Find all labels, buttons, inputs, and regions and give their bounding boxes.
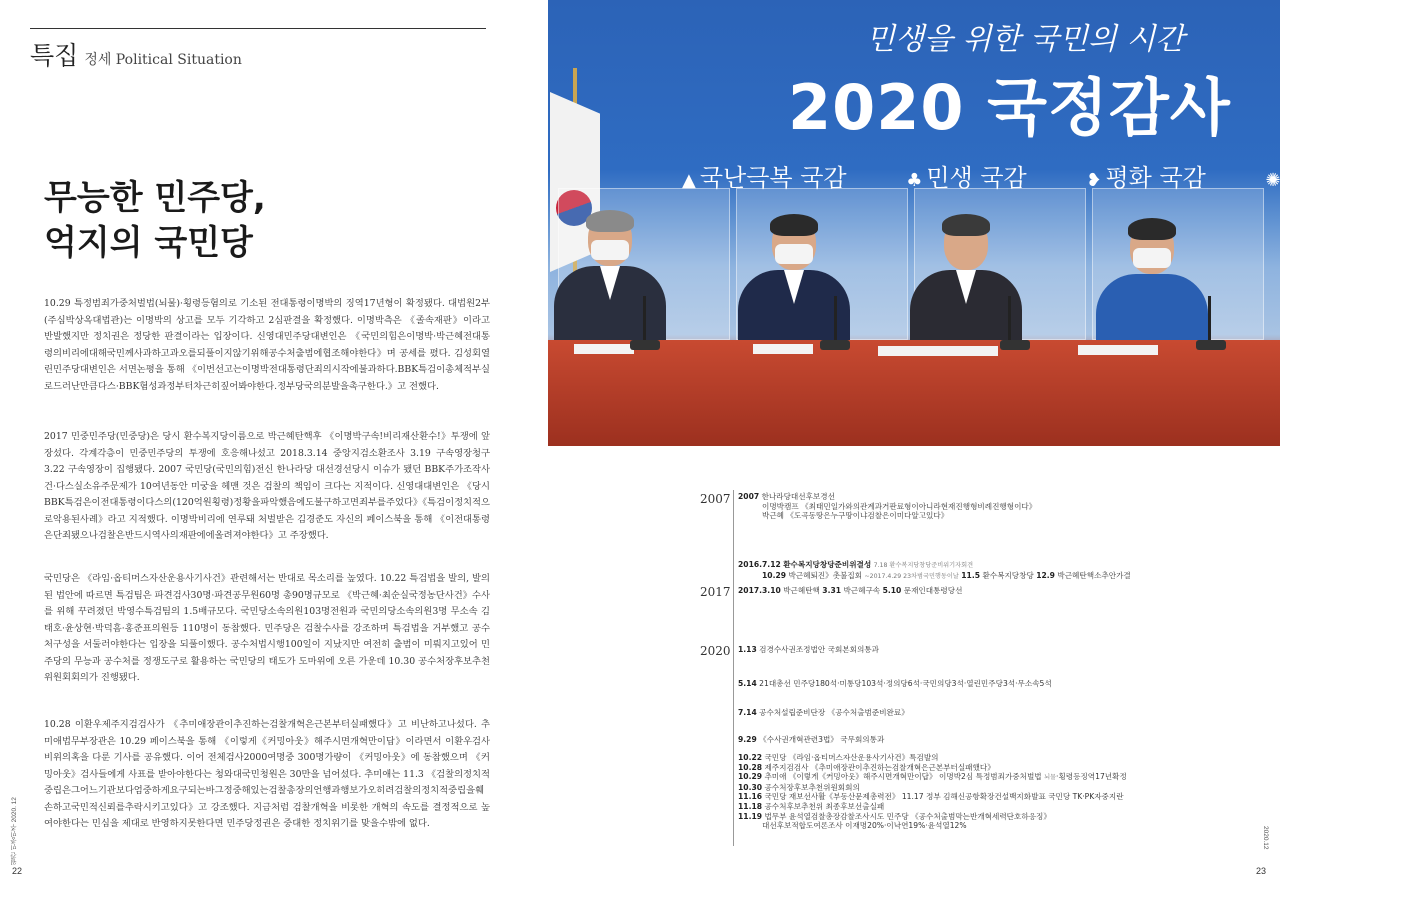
timeline-group-late-2020 [738,753,1127,831]
timeline-item: 11.19 법무부 윤석열검찰총장감찰조사시도 민주당 《공수처출범막는반개혁세력단호하응징》 [738,811,1051,821]
slogan-1: 국난극복 국감 [699,164,847,192]
section-header [30,36,242,72]
timeline-item: 이명박캠프 《최태민일가와의관계과거판료형이아니라현재진행형비례진행형이다》 [762,501,1037,511]
desk-paper [574,344,634,354]
timeline-item: 10.28 제주지검검사 《추미애장관이추진하는검찰개혁은근본부터실패했다》 [738,762,995,772]
timeline-item: 11.16 국민당 재보선사활《부동산문제총력전》 11.17 정부 김해신공항확장건설백지화발표 국민당 TK·PK자중지란 [738,792,1124,802]
article-title [44,176,266,266]
person-1 [554,214,666,344]
timeline-group-2017 [738,586,962,596]
timeline-line [733,490,734,846]
chart-icon: ▲ [682,170,696,191]
timeline-item: 10.29 추미애 《이렇게《커밍아웃》해주시면개혁만이답》 이명박2심 특정범죄가중처벌법 뇌물·횡령등징역17년확정 [738,772,1127,782]
microphone-base [1196,340,1226,350]
paragraph-4: 10.28 이환우제주지검검사가 《추미애장관이추진하는검찰개혁은근본부터실패했다》고 비난하고나섰다. 추미애법무부장관은 10.29 페이스북을 통해 《이렇게《커밍아웃》해주시면개혁만이답》이라면서 이환우검사비위의혹을 다룬 기사를 공유했다. 이어 전체검사2000여명중 300명가량이 《커밍아웃》에 동참했으며 《커밍아웃》검사들에게 사표를 받아야한다는 청와대국민청원은 30만을 넘어섰다. 추미애는 11.3 《검찰의정치적중립은그어느기관보다엄중하게요구되는바그정중해있는검찰총장의언행과행보가오히려검찰의정치적중립을훼손하고국민적신뢰를추락시키고있다》고 강조했다. 지금처럼 검찰개혁을 비롯한 개혁의 속도를 결정적으로 높여야한다는 민심을 제대로 반영하지못한다면 민주당정권은 중대한 정치위기를 맞을수밖에 없다. [44,719,490,829]
microphone-base [820,340,850,350]
desk-paper [753,344,813,354]
slogan-3: 평화 국감 [1105,164,1206,192]
timeline-item: 박근혜 《도곡동땅은누구땅이냐검찰은이미다알고있다》 [762,511,949,521]
timeline-item: 대선후보적합도여론조사 이재명20%·이낙연19%·윤석열12% [762,821,967,831]
left-page-number: 22 [12,866,23,876]
person-3 [910,218,1022,348]
banner-main-text: 2020 국정감사 [788,71,1231,144]
paragraph-1: 10.29 특정범죄가중처벌법(뇌물)·횡령등혐의로 기소된 전대통령이명박의 징역17년형이 확정됐다. 대법원2부(주심박상옥대법관)는 이명박의 상고를 모두 기각하고 2심판결을 확정했다. 이명박측은 《졸속재판》이라고 반발했지만 정치권은 정당한 판결이라는 입장이다. 신영대민주당대변인은 《국민의힘은이명박·박근혜전대통령의비리에대해국민께사과하고과오를되풀이지않기위해공수처출범에협조해야한다》며 공세를 폈다. 김성회열린민주당대변인은 서면논평을 통해 《이번선고는이명박전대통령단죄의시작에불과하다.BBK특검이총체적부실로드러난만큼다스·BBK혐성과정부터차근히짚어봐야한다.정부당국의분발을촉구한다.》고 전했다. [44,298,490,392]
sun-icon: ✺ [1265,170,1281,191]
slogan-4: 미래전 [1284,164,1355,192]
timeline-item: 7.14 공수처설립준비단장 《공수처출범준비완료》 [738,708,909,717]
timeline-item: 10.22 국민당 《라임·옵티머스자산운용사기사건》특검발의 [738,753,939,762]
desk-paper [878,346,998,356]
timeline-item: 2016.7.12 환수복지당창당준비위결성 7.18 환수복지당창당준비위기자회견 [738,560,974,569]
timeline-item: 2017.3.10 박근혜탄핵 3.31 박근혜구속 5.10 문재인대통령당선 [738,586,963,595]
press-photo [548,0,1355,446]
year-2020: 2020 [700,644,731,658]
timeline-item: 10.29 박근혜퇴진》촛불집회 ~2017.4.29 23차범국민행동이날 11.5 환수복지당창당 12.9 박근혜탄핵소추안가결 [762,570,1131,580]
dove-icon: ❥ [1086,170,1102,191]
timeline-item: 2007 한나라당대선후보경선 [738,492,835,501]
timeline-group-2007 [738,492,1036,521]
year-2007: 2007 [700,492,731,506]
right-page-number: 23 [1256,866,1267,876]
timeline-item: 11.18 공수처후보추천위 최종후보선출실패 [738,801,885,811]
timeline-item: 5.14 21대총선 민주당180석·미통당103석·정의당6석·국민의당3석·열린민주당3석·무소속5석 [738,679,1052,688]
title-line-2: 억지의 국민당 [44,223,253,263]
paragraph-2: 2017 민중민주당(민중당)은 당시 환수복지당이름으로 박근혜탄핵후 《이명박구속!비리재산환수!》투쟁에 앞장섰다. 각계각층이 민중민주당의 투쟁에 호응해나섰고 2018.3.14 중앙지검소환조사 3.19 구속영장청구 3.22 구속영장이 집행됐다. 2007 국민당(국민의힘)전신 한나라당 대선경선당시 이슈가 됐던 BBK주가조작사건·다스실소유주문제가 10여년동안 미궁을 헤맨 것은 검찰의 책임이 크다는 지적이다. 신영대대변인은 《당시BBK특검은이전대통령이다스의(120억원횡령)정황을파악했음에도불구하고면죄부를주었다》《특검이정치적으로악용된사례》라고 지적했다. 이명박비리에 연루돼 처벌받은 김경준도 자신의 페이스북을 통해 《이전대통령은단죄됐으나검찰은반드시역사의재판에에올려져야한다》고 주장했다. [44,431,490,541]
slogan-2: 민생 국감 [926,164,1027,192]
person-4 [1096,222,1208,352]
banner-script-text: 민생을 위한 국민의 시간 [866,22,1185,57]
timeline-item: 1.13 검경수사권조정법안 국회본회의통과 [738,645,879,654]
title-line-1: 무능한 민주당, [44,178,266,218]
section-title: 특집 [30,41,79,70]
desk-paper [1078,345,1158,355]
timeline-group-2016 [738,560,1131,581]
leaf-icon: ♣ [906,170,923,191]
timeline-item: 10.30 공수처장후보추천위원회회의 [738,782,860,792]
paragraph-3: 국민당은 《라임·옵티머스자산운용사기사건》관련해서는 반대로 목소리를 높였다. 10.22 특검법을 발의, 발의된 법안에 따르면 특검팀은 파견검사30명·파견공무원60명 총90명규모로 《박근혜·최순실국정농단사건》수사를 위해 꾸려졌던 박영수특검팀의 1.5배규모다. 국민당소속의원103명전원과 국민의당소속의원3명 무소속 김태호·윤상현·박덕흠·홍준표의원등 110명이 동참했다. 민주당은 검찰수사를 강조하며 특검법을 거부했고 공수처구성을 서둘러야한다는 입장을 되풀이했다. 공수처법시행100일이 지났지만 여전히 출범이 미뤄지고있어 민주당의 무능과 공수처를 정쟁도구로 활용하는 국민당의 태도가 도마위에 오른 가운데 10.30 공수처장후보추천위원회회의가 진행됐다. [44,573,490,683]
microphone-base [630,340,660,350]
right-side-label: 2020.12 [1262,826,1269,850]
microphone-base [1000,340,1030,350]
top-rule [30,28,486,29]
timeline-item: 9.29 《수사권개혁관련3법》 국무회의통과 [738,735,885,744]
left-side-label: 월간 민중민주 2020. 12 [11,797,18,865]
year-2017: 2017 [700,585,731,599]
section-subtitle: 정세 Political Situation [84,52,242,68]
